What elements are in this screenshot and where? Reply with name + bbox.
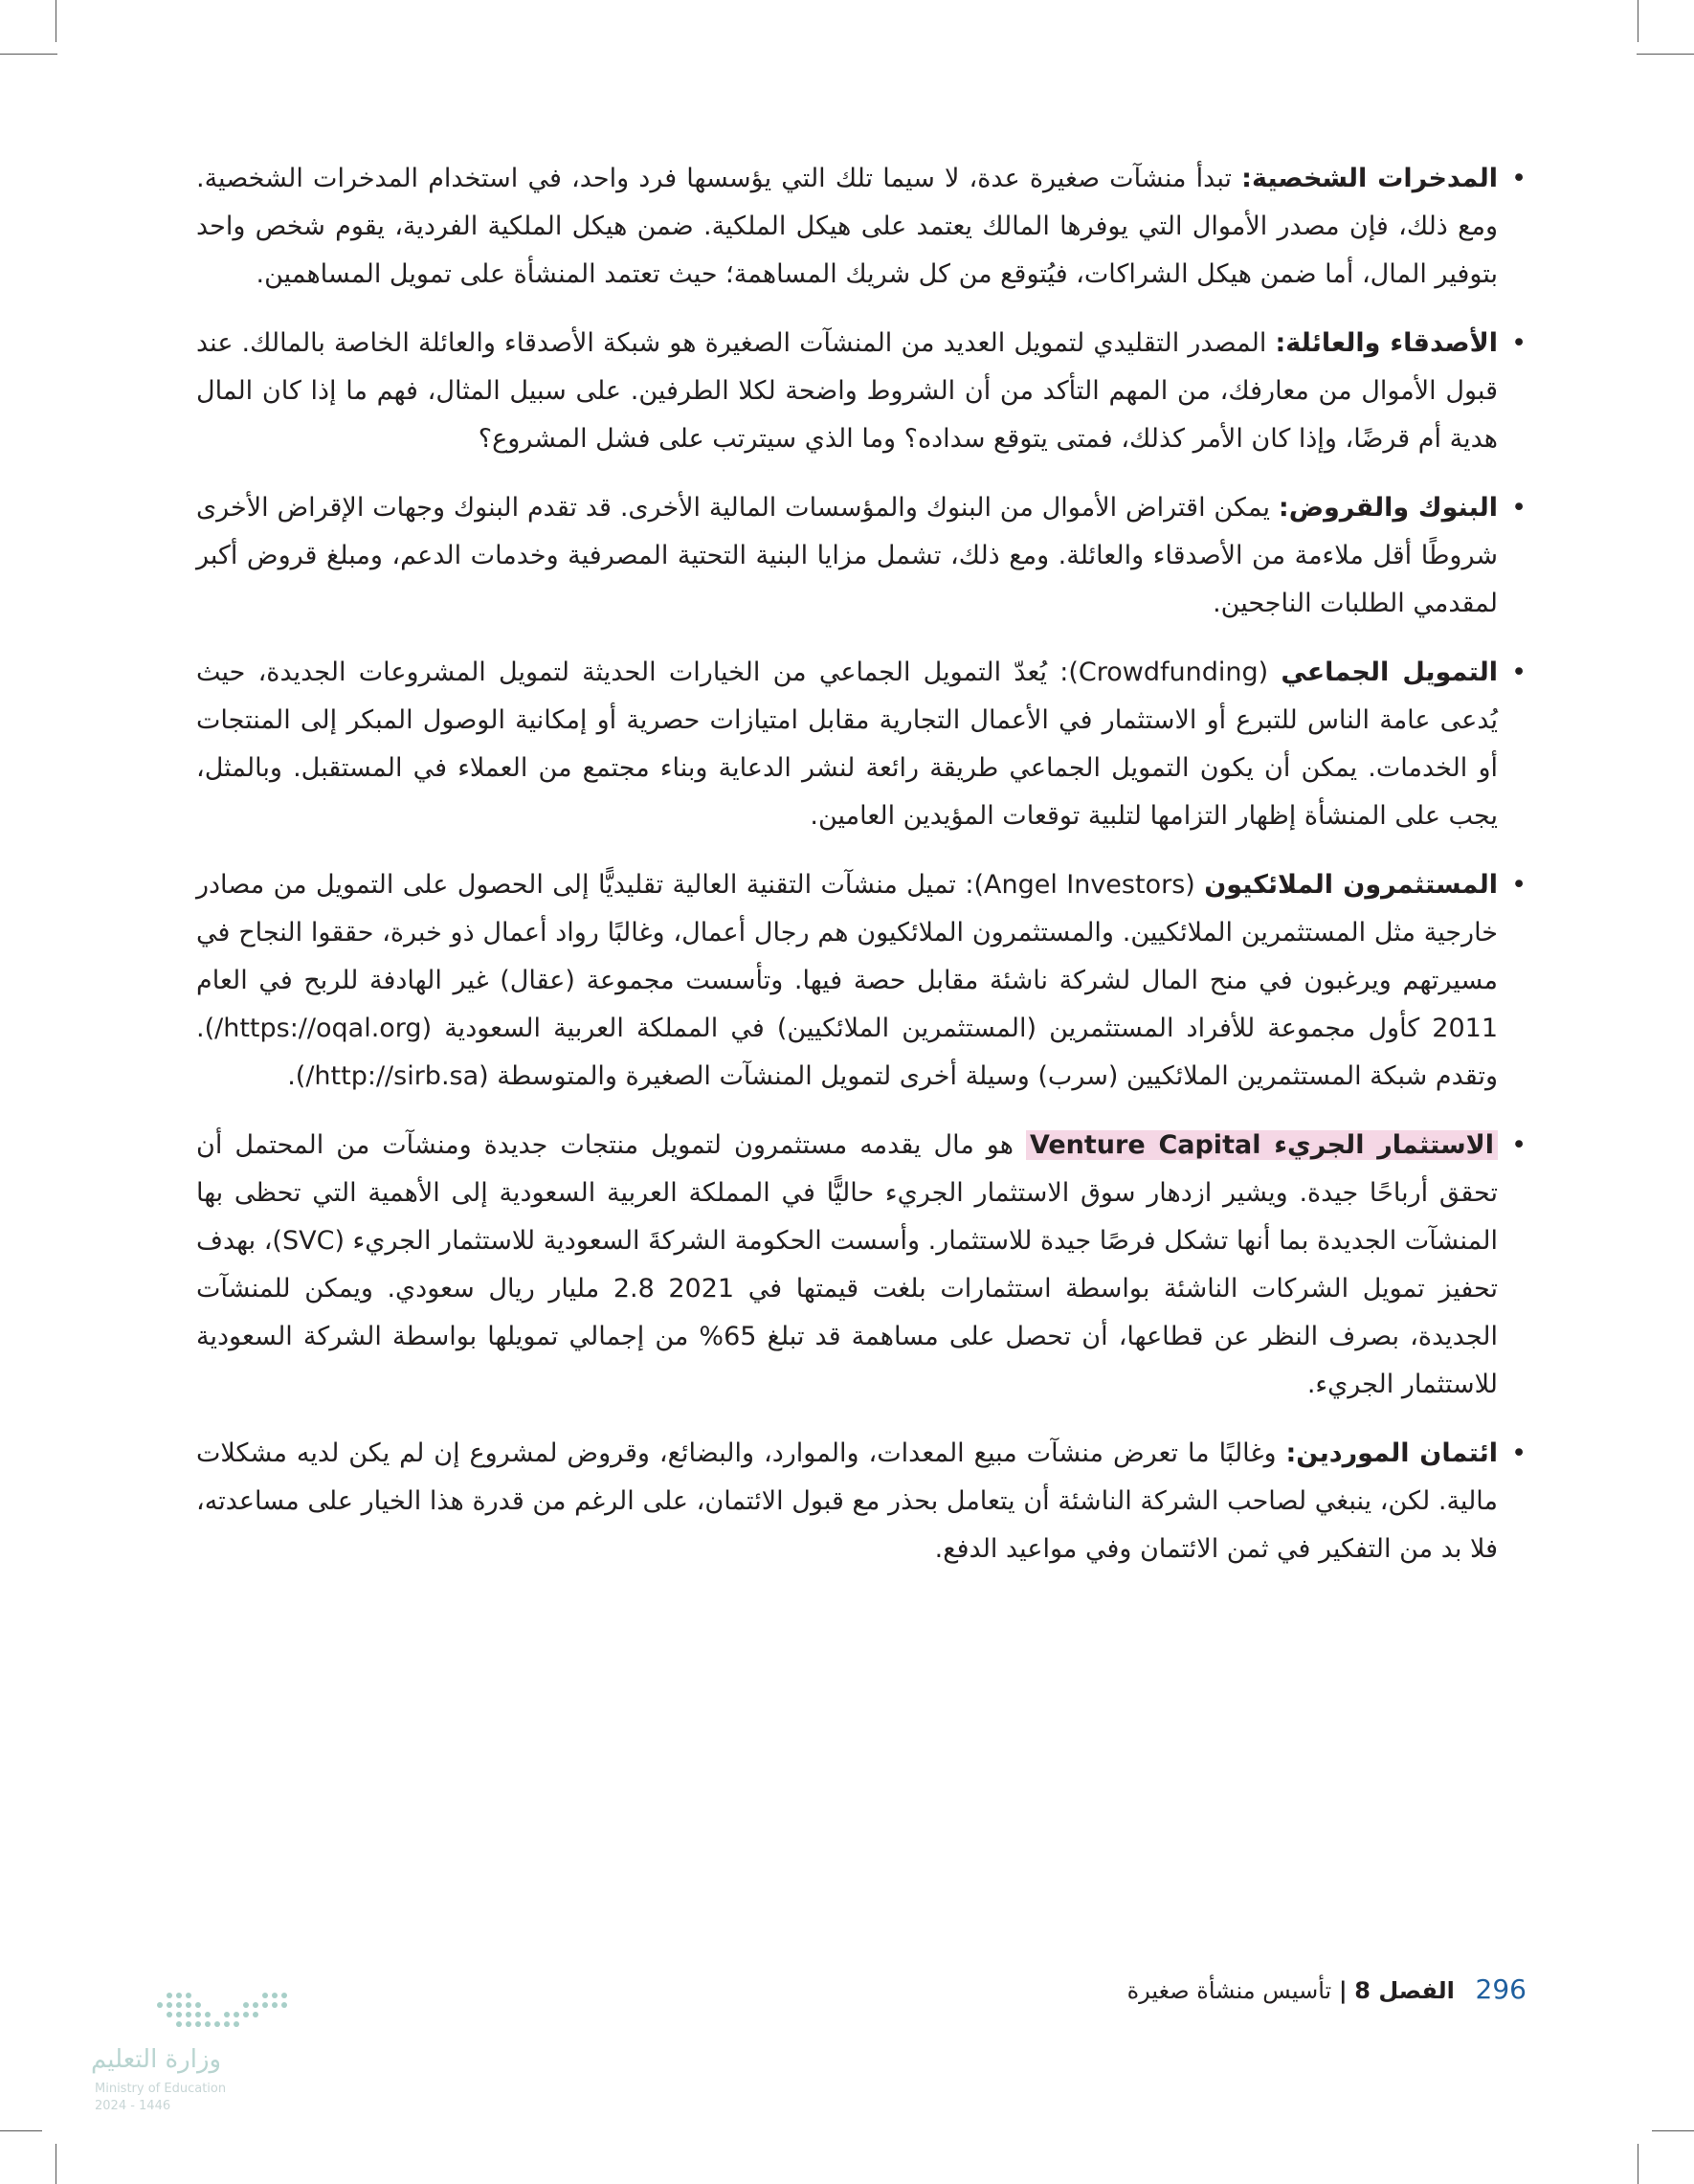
bullet-icon: • [1511, 164, 1527, 193]
item-term: الأصدقاء والعائلة: [1275, 328, 1498, 358]
item-term: البنوك والقروض: [1278, 493, 1498, 523]
item-body: : يُعدّ التمويل الجماعي من الخيارات الحديثة لتمويل المشروعات الجديدة، حيث يُدعى عامة الناس للتبرع أو الاستثمار في الأعمال التجارية مقابل امتيازات حصرية أو إمكانية الوصول المبكر إلى المنتجات أو الخدمات. يمكن أن يكون التمويل الجماعي طريقة رائعة لنشر الدعاية وبناء مجتمع من العملاء في المستقبل. وبالمثل، يجب على المنشأة إظهار التزامها لتلبية توقعات المؤيدين العامين. [196, 657, 1498, 831]
crop-mark [0, 2130, 42, 2131]
item-body: وغالبًا ما تعرض منشآت مبيع المعدات، والموارد، والبضائع، وقروض لمشروع إن لم يكن لديه مشكلات مالية. لكن، ينبغي لصاحب الشركة الناشئة أن يتعامل بحذر مع قبول الائتمان، على الرغم من قدرة هذا الخيار على مساعدته، فلا بد من التفكير في ثمن الائتمان وفي مواعيد الدفع. [196, 1438, 1498, 1564]
list-item [196, 155, 1527, 299]
item-english-term: Crowdfunding [1078, 657, 1259, 687]
item-body: المصدر التقليدي لتمويل العديد من المنشآت الصغيرة هو شبكة الأصدقاء والعائلة الخاصة بالمالك. عند قبول الأموال من معارفك، من المهم التأكد من أن الشروط واضحة لكلا الطرفين. على سبيل المثال، فهم ما إذا كان المال هدية أم قرضًا، وإذا كان الأمر كذلك، فمتى يتوقع سداده؟ وما الذي سيترتب على فشل المشروع؟ [196, 328, 1498, 454]
bullet-icon: • [1511, 1438, 1527, 1468]
chapter-label: الفصل 8 [1354, 1977, 1455, 2004]
page-number: 296 [1475, 1973, 1527, 2005]
item-term: التمويل الجماعي [1281, 657, 1499, 687]
bullet-icon: • [1511, 1130, 1527, 1160]
main-content [196, 155, 1527, 1594]
bullet-icon: • [1511, 657, 1527, 687]
item-term: المستثمرون الملائكيون [1204, 870, 1499, 900]
ministry-name-en: Ministry of Education [95, 2082, 227, 2096]
bullet-icon: • [1511, 870, 1527, 900]
ministry-year: 2024 - 1446 [95, 2099, 171, 2113]
list-item [196, 484, 1527, 628]
item-body: تبدأ منشآت صغيرة عدة، لا سيما تلك التي يؤسسها فرد واحد، في استخدام المدخرات الشخصية. ومع ذلك، فإن مصدر الأموال التي يوفرها المالك يعتمد على هيكل الملكية. ضمن هيكل الملكية الفردية، يقوم شخص واحد بتوفير المال، أما ضمن هيكل الشراكات، فيُتوقع من كل شريك المساهمة؛ حيث تعتمد المنشأة على تمويل المساهمين. [196, 164, 1498, 289]
crop-mark [0, 54, 57, 55]
ministry-name: وزارة التعليم [91, 2045, 222, 2074]
list-item [196, 1430, 1527, 1573]
chapter-title: تأسيس منشأة صغيرة [1126, 1977, 1332, 2004]
highlighted-term: الاستثمار الجريء Venture Capital [1026, 1130, 1498, 1160]
item-body: : تميل منشآت التقنية العالية تقليديًّا إلى الحصول على التمويل من مصادر خارجية مثل المستثمرين الملائكيين. والمستثمرون الملائكيون هم رجال أعمال، وغالبًا رواد أعمال ذو خبرة، حققوا النجاح في مسيرتهم ويرغبون في منح المال لشركة ناشئة مقابل حصة فيها. وتأسست مجموعة (عقال) غير الهادفة للربح في العام 2011 كأول مجموعة للأفراد المستثمرين (المستثمرين الملائكيين) في المملكة العربية السعودية (https://oqal.org/). وتقدم شبكة المستثمرين الملائكيين (سرب) وسيلة أخرى لتمويل المنشآت الصغيرة والمتوسطة (http://sirb.sa/). [196, 870, 1498, 1091]
crop-mark [1637, 54, 1694, 55]
bullet-icon: • [1511, 328, 1527, 358]
item-body: هو مال يقدمه مستثمرون لتمويل منتجات جديدة ومنشآت من المحتمل أن تحقق أرباحًا جيدة. ويشير ازدهار سوق الاستثمار الجريء حاليًّا في المملكة العربية السعودية إلى الأهمية التي تحظى بها المنشآت الجديدة بما أنها تشكل فرصًا جيدة للاستثمار. وأسست الحكومة الشركةَ السعودية للاستثمار الجريء (SVC)، بهدف تحفيز تمويل الشركات الناشئة بواسطة استثمارات بلغت قيمتها في 2021 2.8 مليار ريال سعودي. ويمكن للمنشآت الجديدة، بصرف النظر عن قطاعها، أن تحصل على مساهمة قد تبلغ 65% من إجمالي تمويلها بواسطة الشركة السعودية للاستثمار الجريء. [196, 1130, 1499, 1399]
page-footer [1127, 1973, 1527, 2005]
footer-separator: | [1338, 1977, 1348, 2004]
list-item: • التمويل الجماعي (Crowdfunding): يُعدّ التمويل الجماعي من الخيارات الحديثة لتمويل المشروعات الجديدة، حيث يُدعى عامة الناس للتبرع أو الاستثمار في الأعمال التجارية مقابل امتيازات حصرية أو إمكانية الوصول المبكر إلى المنتجات أو الخدمات. يمكن أن يكون التمويل الجماعي طريقة رائعة لنشر الدعاية وبناء مجتمع من العملاء في المستقبل. وبالمثل، يجب على المنشأة إظهار التزامها لتلبية توقعات المؤيدين العامين. [196, 649, 1527, 840]
item-term: ائتمان الموردين: [1285, 1438, 1499, 1468]
list-item: • المستثمرون الملائكيون (Angel Investors): تميل منشآت التقنية العالية تقليديًّا إلى الحصول على التمويل من مصادر خارجية مثل المستثمرين الملائكيين. والمستثمرون الملائكيون هم رجال أعمال، وغالبًا رواد أعمال ذو خبرة، حققوا النجاح في مسيرتهم ويرغبون في منح المال لشركة ناشئة مقابل حصة فيها. وتأسست مجموعة (عقال) غير الهادفة للربح في العام 2011 كأول مجموعة للأفراد المستثمرين (المستثمرين الملائكيين) في المملكة العربية السعودية (https://oqal.org/). وتقدم شبكة المستثمرين الملائكيين (سرب) وسيلة أخرى لتمويل المنشآت الصغيرة والمتوسطة (http://sirb.sa/). [196, 861, 1527, 1101]
dots-logo-icon [91, 1986, 321, 2043]
bullet-icon: • [1511, 493, 1527, 523]
list-item [196, 320, 1527, 463]
list-item [196, 1122, 1527, 1409]
item-term: المدخرات الشخصية: [1241, 164, 1498, 193]
item-body: يمكن اقتراض الأموال من البنوك والمؤسسات المالية الأخرى. قد تقدم البنوك وجهات الإقراض الأخرى شروطًا أقل ملاءمة من الأصدقاء والعائلة. ومع ذلك، تشمل مزايا البنية التحتية المصرفية وخدمات الدعم، ومبلغ قروض أكبر لمقدمي الطلبات الناجحين. [196, 493, 1498, 618]
ministry-logo [91, 1986, 321, 2120]
crop-mark [1652, 2130, 1694, 2131]
item-english-term: Angel Investors [984, 870, 1186, 900]
